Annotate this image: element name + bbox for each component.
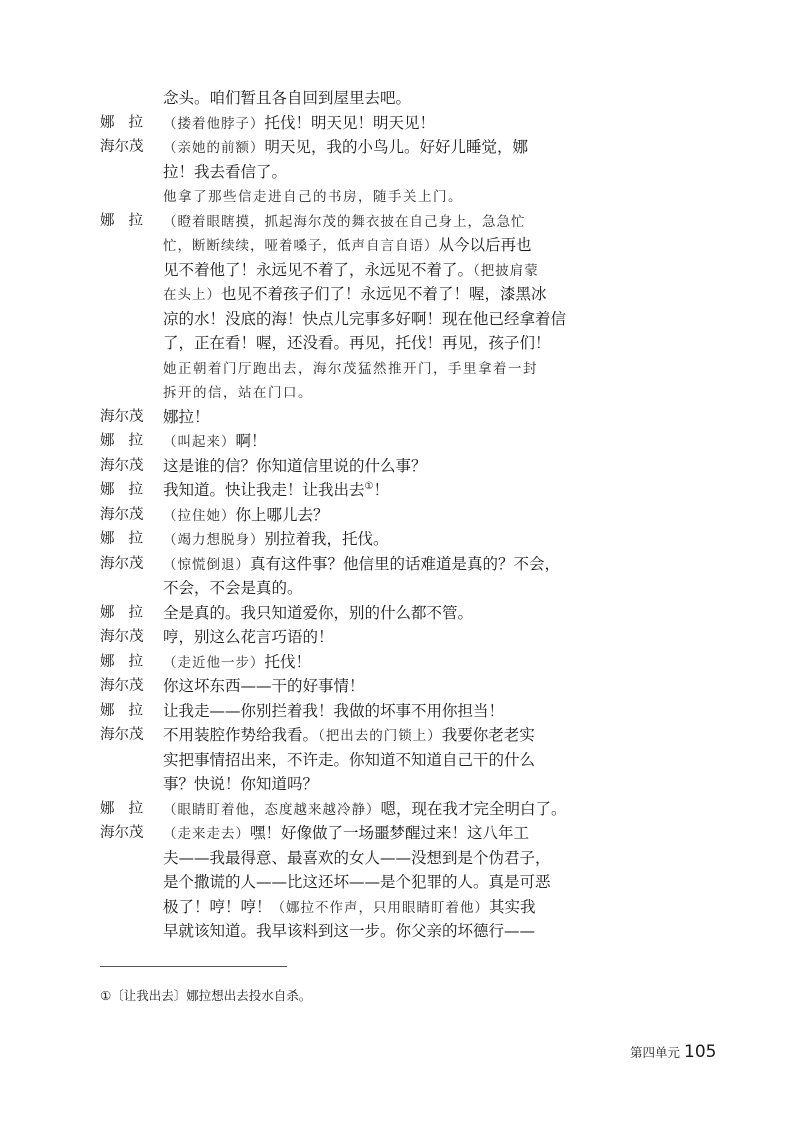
dialogue-line — [0, 257, 800, 283]
speech-text: 嘿！好像做了一场噩梦醒过来！这八年工 — [250, 824, 530, 842]
stage-direction: （走来走去） — [163, 826, 250, 842]
dialogue-line — [0, 918, 800, 944]
dialogue-line — [0, 159, 800, 185]
footnote: ①〔让我出去〕娜拉想出去投水自杀。 — [100, 988, 312, 1003]
line-text — [163, 526, 563, 552]
speech-text: 我知道。快让我走！让我出去 — [163, 481, 365, 499]
speech-text: 让我走——你别拦着我！我做的坏事不用你担当！ — [163, 701, 505, 720]
line-text — [163, 134, 563, 160]
stage-direction: （竭力想脱身） — [163, 532, 265, 548]
line-text — [163, 159, 563, 185]
speech-text: 凉的水！没底的海！快点儿完事多好啊！现在他已经拿着信 — [163, 309, 567, 328]
line-text — [163, 85, 563, 111]
line-text — [163, 673, 563, 699]
speaker-name: 海尔茂 — [100, 825, 144, 841]
speech-text: 拉！我去看信了。 — [163, 162, 288, 181]
dialogue-line — [0, 747, 800, 773]
speaker-name: 海尔茂 — [100, 555, 144, 572]
speaker-name: 海尔茂 — [100, 506, 144, 523]
speech-text: ！ — [373, 481, 389, 499]
speech-text: 别拉着我，托伐。 — [264, 530, 389, 548]
speech-text: 早就该知道。我早该料到这一步。你父亲的坏德行—— — [163, 922, 536, 940]
footnote-rule — [100, 966, 287, 967]
dialogue-line — [0, 845, 800, 871]
line-text — [163, 477, 563, 503]
speaker-name: 娜拉 — [100, 653, 157, 670]
speech-text: 你这坏东西——干的好事情！ — [163, 677, 365, 695]
speech-text: 从今以后再也 — [438, 236, 532, 254]
line-text — [163, 551, 563, 577]
speech-text: 真有这件事？他信里的话难道是真的？不会， — [250, 554, 561, 573]
line-text — [163, 330, 563, 356]
speech-text: 实把事情招出来，不许走。你知道不知道自己干的什么 — [163, 750, 536, 769]
dialogue-line — [0, 183, 800, 209]
speaker-name: 娜拉 — [100, 212, 157, 229]
dialogue-line — [0, 526, 800, 552]
speech-text: 极了！哼！哼！ — [163, 897, 272, 916]
speech-text: 事？快说！你知道吗？ — [163, 775, 319, 793]
speaker-name: 娜拉 — [100, 604, 157, 621]
line-text — [163, 649, 563, 675]
stage-direction: （拉住她） — [163, 507, 236, 524]
line-text — [163, 306, 567, 332]
dialogue-line — [0, 404, 800, 430]
line-text — [163, 232, 563, 258]
speech-text: 全是真的。我只知道爱你，别的什么都不管。 — [163, 603, 474, 622]
line-text — [163, 379, 563, 405]
line-text — [163, 575, 563, 601]
dialogue-line — [0, 379, 800, 405]
speech-text: 也见不着孩子们了！永远见不着了！喔，漆黑冰 — [221, 285, 547, 303]
stage-direction: （走近他一步） — [163, 654, 265, 671]
line-text — [163, 771, 563, 797]
dialogue-line — [0, 110, 800, 136]
page-number: 105 — [684, 1042, 717, 1062]
line-text — [163, 208, 563, 234]
speaker-name: 海尔茂 — [100, 629, 144, 645]
line-text — [163, 257, 563, 283]
dialogue-line — [0, 281, 800, 307]
speech-text: 这是谁的信？你知道信里说的什么事？ — [163, 456, 427, 475]
dialogue-line — [0, 134, 800, 160]
speaker-name: 海尔茂 — [100, 139, 144, 155]
line-text — [163, 796, 567, 822]
stage-direction: （惊慌倒退） — [163, 556, 250, 573]
line-text — [163, 624, 563, 650]
dialogue-line — [0, 698, 800, 724]
speaker-name: 海尔茂 — [100, 678, 144, 694]
dialogue-line — [0, 208, 800, 234]
speech-text: 我要你老老实 — [441, 726, 535, 744]
stage-direction: （叫起来） — [163, 434, 236, 450]
dialogue-line — [0, 502, 800, 528]
speech-text: 你上哪儿去？ — [235, 505, 329, 524]
stage-note: 她正朝着门厅跑出去，海尔茂猛然推开门，手里拿着一封 — [163, 360, 538, 377]
dialogue-line — [0, 796, 800, 822]
speaker-name: 海尔茂 — [100, 408, 144, 425]
stage-direction: 在头上） — [163, 287, 221, 303]
dialogue-line — [0, 355, 800, 381]
speaker-name: 海尔茂 — [100, 727, 144, 743]
stage-direction: （瞪着眼瞎摸，抓起海尔茂的舞衣披在自己身上，急急忙 — [163, 213, 526, 230]
stage-direction: （搂着他脖子） — [163, 115, 265, 132]
line-text — [163, 698, 563, 724]
speech-text: 哼，别这么花言巧语的！ — [163, 628, 334, 646]
dialogue-line — [0, 869, 800, 895]
speaker-name: 娜拉 — [100, 114, 157, 131]
dialogue-line — [0, 673, 800, 699]
speech-text: 见不着他了！永远见不着了，永远见不着了。 — [163, 260, 474, 279]
dialogue-line — [0, 330, 800, 356]
stage-note: 他拿了那些信走进自己的书房，随手关上门。 — [163, 189, 463, 205]
speaker-name: 娜拉 — [100, 531, 157, 547]
line-text — [163, 404, 563, 430]
speech-text: 不会，不会是真的。 — [163, 579, 303, 597]
speech-text: 明天见，我的小鸟儿。好好儿睡觉，娜 — [264, 138, 529, 156]
speaker-name: 海尔茂 — [100, 457, 144, 474]
line-text — [163, 918, 563, 944]
line-text — [163, 722, 563, 748]
stage-note: 拆开的信，站在门口。 — [163, 385, 313, 401]
dialogue-line — [0, 575, 800, 601]
footnote-marker: ① — [364, 480, 374, 492]
speaker-name: 娜拉 — [100, 702, 157, 719]
dialogue-line — [0, 600, 800, 626]
dialogue-line — [0, 428, 800, 454]
speech-text: 是个撒谎的人——比这还坏——是个犯罪的人。真是可恶 — [163, 873, 551, 891]
speech-text: 托伐！ — [264, 652, 312, 671]
stage-direction: （把披肩蒙 — [473, 262, 539, 279]
dialogue-line — [0, 722, 800, 748]
line-text — [163, 502, 563, 528]
dialogue-line — [0, 551, 800, 577]
line-text — [163, 355, 563, 381]
dialogue-line — [0, 453, 800, 479]
line-text — [163, 820, 563, 846]
dialogue-line — [0, 771, 800, 797]
speech-text: 了，正在看！喔，还没看。再见，托伐！再见，孩子们！ — [163, 334, 551, 352]
speaker-name: 娜拉 — [100, 482, 157, 498]
unit-label: 第四单元 — [630, 1045, 681, 1060]
speech-text: 娜拉！ — [163, 407, 210, 426]
dialogue-line — [0, 624, 800, 650]
speech-text: 不用装腔作势给我看。 — [163, 726, 319, 744]
page-footer — [630, 1040, 716, 1064]
speaker-name: 娜拉 — [100, 433, 157, 449]
line-text — [163, 600, 563, 626]
stage-direction: （眼睛盯着他，态度越来越冷静） — [163, 801, 381, 818]
speech-text: 托伐！明天见！明天见！ — [264, 113, 436, 132]
speech-text: 啊！ — [235, 432, 267, 450]
dialogue-line — [0, 232, 800, 258]
dialogue-line — [0, 820, 800, 846]
line-text — [163, 894, 563, 920]
line-text — [163, 110, 563, 136]
line-text — [163, 281, 563, 307]
stage-direction: （娜拉不作声，只用眼睛盯着他） — [271, 899, 490, 916]
dialogue-line — [0, 894, 800, 920]
speech-text: 嗯，现在我才完全明白了。 — [380, 799, 567, 818]
speaker-name: 娜拉 — [100, 800, 157, 817]
line-text — [163, 183, 563, 209]
dialogue-line — [0, 477, 800, 503]
stage-direction: （亲她的前额） — [163, 140, 265, 156]
speech-text: 念头。咱们暂且各自回到屋里去吧。 — [163, 89, 412, 107]
stage-direction: 忙，断断续续，哑着嗓子，低声自言自语） — [163, 238, 439, 254]
speech-text: 其实我 — [489, 897, 536, 916]
line-text — [163, 869, 563, 895]
speech-text: 夫——我最得意、最喜欢的女人——没想到是个伪君子， — [163, 848, 551, 867]
dialogue-line — [0, 306, 800, 332]
dialogue-line — [0, 85, 800, 111]
stage-direction: （把出去的门锁上） — [318, 728, 442, 744]
line-text — [163, 453, 563, 479]
line-text — [163, 747, 563, 773]
line-text — [163, 845, 563, 871]
dialogue-line — [0, 649, 800, 675]
line-text — [163, 428, 563, 454]
